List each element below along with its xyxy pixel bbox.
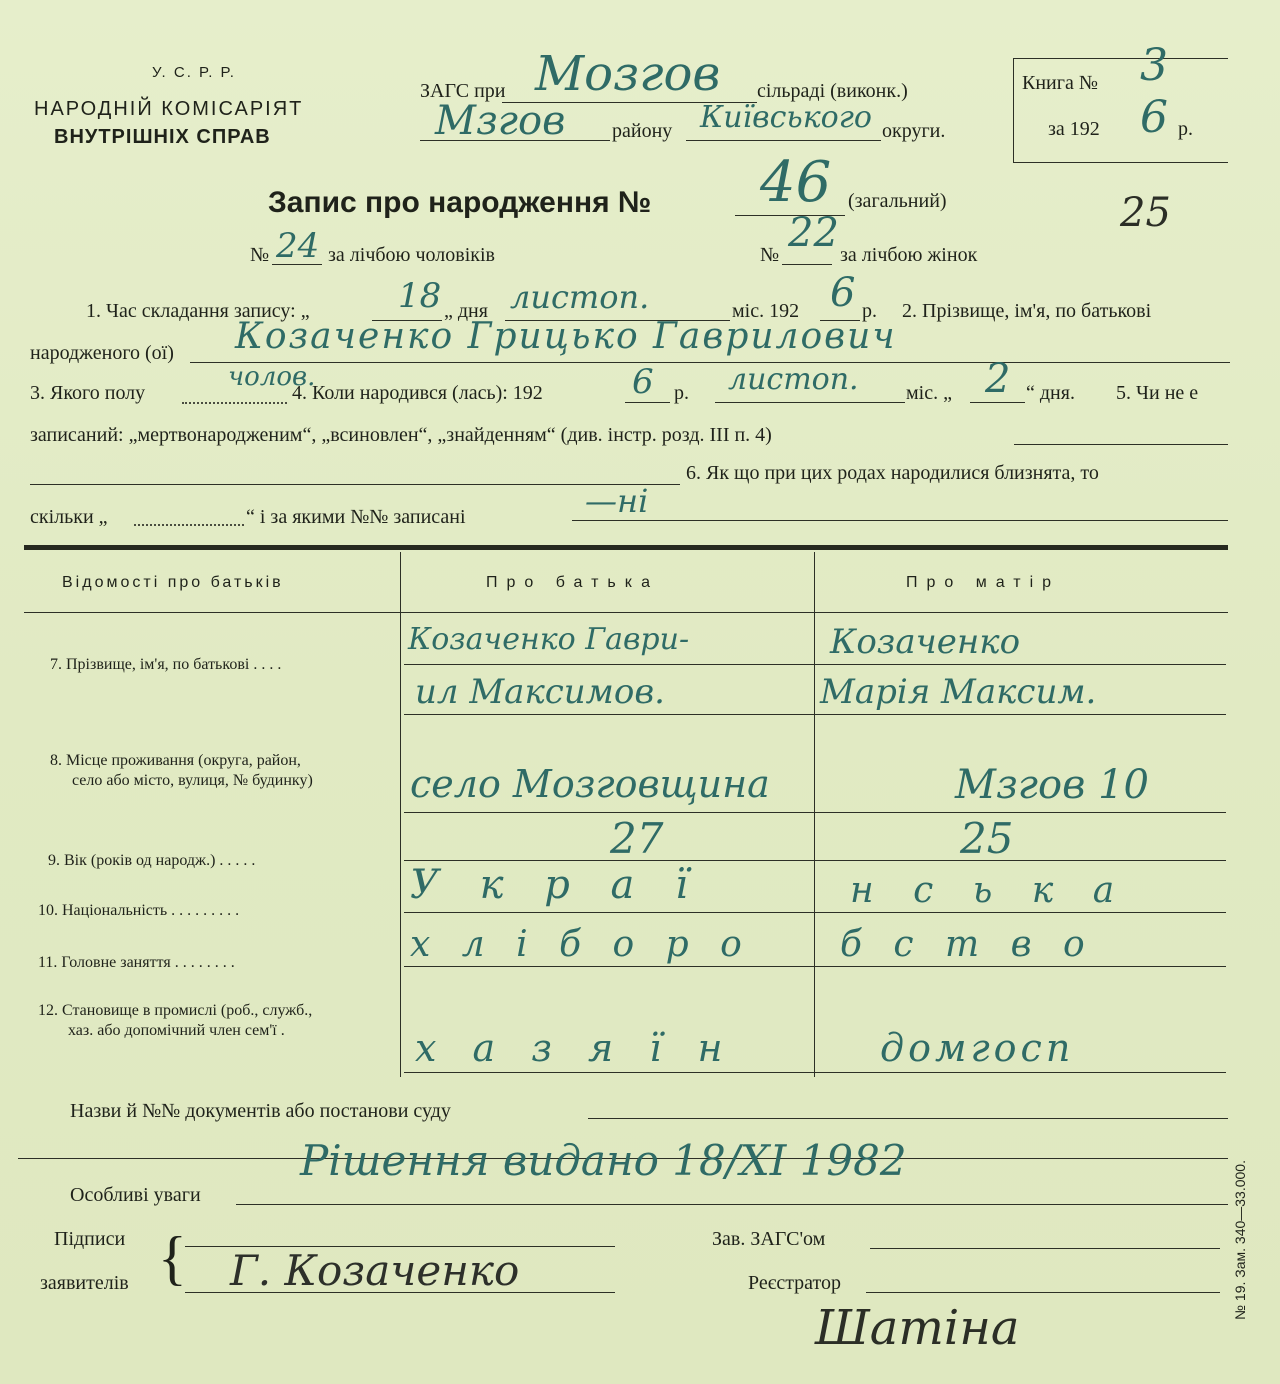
f4-month-line	[715, 402, 905, 403]
book-number: 3	[1140, 40, 1168, 91]
f5-line	[1014, 444, 1228, 445]
male-label: за лічбою чоловіків	[328, 244, 495, 266]
applicant-signature: Г. Козаченко	[230, 1246, 520, 1295]
f4-label: 4. Коли народився (лась): 192	[292, 382, 543, 404]
general-label: (загальний)	[848, 190, 947, 212]
okruh-value: Київського	[700, 100, 872, 135]
f6-cont2: “ і за якими №№ записані	[246, 506, 466, 528]
org-line2: ВНУТРІШНІХ СПРАВ	[54, 126, 271, 148]
male-number: 24	[276, 226, 320, 266]
district-value: Мзгов	[435, 98, 566, 144]
f1-year: 6	[830, 270, 856, 316]
f1-end: р.	[862, 300, 877, 322]
special-line	[236, 1204, 1228, 1205]
head-line	[870, 1248, 1220, 1249]
f1-year-label: міс. 192	[732, 300, 800, 322]
special-label: Особливі уваги	[70, 1184, 201, 1206]
row8-label2: село або місто, вулиця, № будинку)	[72, 772, 313, 789]
f4-mis: міс. „	[906, 382, 952, 404]
f5-label: 5. Чи не е	[1116, 382, 1199, 404]
row12-label: 12. Становище в промислі (роб., служб.,	[38, 1002, 313, 1019]
table-top-rule	[24, 545, 1228, 550]
row11-mother: б с т в о	[840, 924, 1095, 965]
f2-label-cont: народженого (ої)	[30, 342, 174, 364]
year-digit: 6	[1140, 92, 1168, 143]
row8-line	[404, 812, 1226, 813]
f6-blank-line	[30, 484, 680, 485]
male-prefix: №	[250, 244, 270, 266]
f4-year: 6	[632, 362, 654, 402]
margin-number: 25	[1120, 190, 1171, 236]
col-info: Відомості про батьків	[62, 574, 284, 591]
col-mother: Про матір	[906, 574, 1061, 591]
row7-mother2: Марія Максим.	[820, 672, 1097, 712]
docs-label: Назви й №№ документів або постанови суду	[70, 1100, 451, 1122]
row8-mother: Мзгов 10	[955, 762, 1149, 808]
signatures-label1: Підписи	[54, 1228, 126, 1250]
row9-label: 9. Вік (років од народж.) . . . . .	[48, 852, 256, 869]
registrar-signature: Шатіна	[815, 1300, 1020, 1356]
district-label: району	[612, 120, 673, 142]
f4-month: листоп.	[728, 362, 859, 397]
f4-r: р.	[674, 382, 689, 404]
row10-label: 10. Національність . . . . . . . . .	[38, 902, 240, 919]
okruh-line	[686, 140, 881, 141]
f4-day-line	[970, 402, 1025, 403]
f1-day: 18	[398, 276, 442, 316]
f2-line	[190, 362, 1230, 363]
row10-line	[404, 912, 1226, 913]
book-box-top	[1013, 58, 1228, 59]
row12-label2: хаз. або допомічний член сем'ї .	[68, 1022, 285, 1039]
table-header-rule	[24, 612, 1228, 613]
row9-line	[404, 860, 1226, 861]
female-label: за лічбою жінок	[840, 244, 978, 266]
book-label: Книга №	[1022, 72, 1098, 94]
zags-village-value: Мозгов	[535, 46, 721, 102]
male-line	[272, 264, 322, 265]
f3-label: 3. Якого полу	[30, 382, 146, 404]
row8-father: село Мозговщина	[410, 762, 770, 806]
year-suffix: р.	[1178, 118, 1193, 140]
print-mark: № 19. Зам. 340—33.000.	[1232, 1160, 1248, 1320]
row7-line2	[404, 714, 1226, 715]
f6-value: —ні	[585, 482, 649, 520]
row10-mother: н с ь к а	[850, 870, 1129, 911]
f6-line	[572, 520, 1228, 521]
f6-label: 6. Як що при цих родах народилися близнята, то	[686, 462, 1099, 484]
f1-month: листоп.	[510, 278, 650, 316]
row9-mother: 25	[960, 814, 1014, 863]
book-box-left	[1013, 58, 1014, 162]
zags-suffix: сільраді (виконк.)	[757, 80, 908, 102]
record-number: 46	[760, 150, 832, 215]
f2-value: Козаченко Грицько Гаврилович	[235, 316, 897, 357]
zags-prefix: ЗАГС при	[420, 80, 506, 102]
org-short: У. С. Р. Р.	[152, 64, 236, 81]
row7-mother1: Козаченко	[830, 622, 1021, 662]
f4-dnia: “ дня.	[1026, 382, 1075, 404]
col-father: Про батька	[486, 574, 659, 591]
row11-label: 11. Головне заняття . . . . . . . .	[38, 954, 235, 971]
row11-line	[404, 966, 1226, 967]
row7-label: 7. Прізвище, ім'я, по батькові . . . .	[50, 656, 282, 673]
female-prefix: №	[760, 244, 780, 266]
f3-value: чолов.	[228, 362, 316, 392]
row8-label: 8. Місце проживання (округа, район,	[50, 752, 301, 769]
row9-father: 27	[610, 814, 664, 863]
f3-line	[182, 402, 287, 404]
signatures-label2: заявителів	[40, 1272, 129, 1294]
row7-father2: ил Максимов.	[415, 672, 665, 712]
record-title: Запис про народження №	[268, 186, 652, 219]
f6-cont1: скільки „	[30, 506, 108, 528]
table-divider-1	[400, 552, 401, 1077]
book-box-bottom	[1013, 162, 1228, 163]
registrar-label: Реєстратор	[748, 1272, 842, 1294]
year-prefix: за 192	[1048, 118, 1100, 140]
f5-cont: записаний: „мертвонародженим“, „всиновлен“, „знайденням“ (див. інстр. розд. III п. 4)	[30, 424, 772, 446]
row7-line1	[404, 664, 1226, 665]
row7-father1: Козаченко Гаври-	[408, 622, 690, 657]
f4-day: 2	[985, 356, 1011, 402]
f1-mid: „ дня	[444, 300, 488, 322]
row12-father: х а з я ї н	[415, 1026, 735, 1070]
row12-mother: домгосп	[880, 1026, 1075, 1070]
okruh-label: округи.	[882, 120, 946, 142]
docs-line	[588, 1118, 1228, 1119]
signatures-brace: {	[158, 1225, 187, 1291]
table-divider-2	[814, 552, 815, 1077]
female-number: 22	[788, 210, 839, 256]
registrar-line	[866, 1292, 1220, 1293]
row11-father: х л і б о р о	[410, 924, 752, 965]
row10-father: У к р а ї	[410, 862, 702, 908]
head-label: Зав. ЗАГС'ом	[712, 1228, 826, 1250]
special-value: Рішення видано 18/XI 1982	[300, 1136, 907, 1185]
f1-label: 1. Час складання запису: „	[86, 300, 310, 322]
female-line	[782, 264, 832, 265]
f6-count-line	[134, 524, 244, 526]
f2-label: 2. Прізвище, ім'я, по батькові	[902, 300, 1152, 322]
f4-year-line	[625, 402, 670, 403]
row12-line	[404, 1072, 1226, 1073]
org-line1: НАРОДНІЙ КОМІСАРІЯТ	[34, 98, 304, 120]
